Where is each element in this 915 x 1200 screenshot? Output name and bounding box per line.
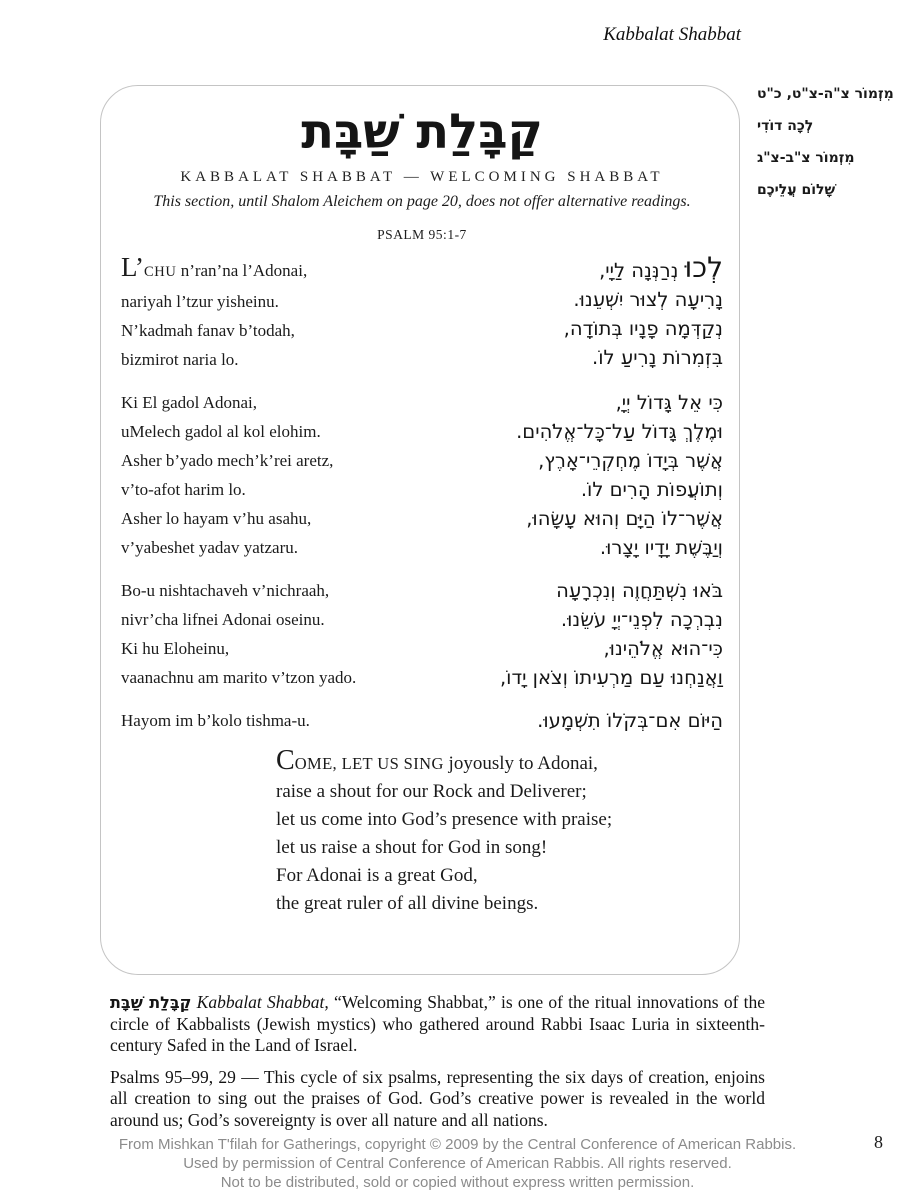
hebrew-line: כִּי־הוּא אֱלֹהֵינוּ, [603, 636, 723, 660]
hebrew-line [564, 250, 723, 285]
translit-line: Asher b’yado mech’k’rei aretz, [121, 450, 334, 470]
translation-initial: C [276, 744, 295, 776]
translit-initial: L’ [121, 251, 145, 282]
stanza-1-transliteration [121, 253, 307, 374]
sidebar-toc [757, 86, 907, 214]
sidebar-item-shalom-aleichem: שָׁלוֹם עֲלֵיכֶם [757, 182, 836, 198]
translation-line-text: joyously to Adonai, [443, 752, 598, 774]
translit-line: uMelech gadol al kol elohim. [121, 421, 321, 441]
running-header: Kabbalat Shabbat [603, 24, 741, 45]
commentary [110, 992, 765, 1141]
translit-line: vaanachnu am marito v’tzon yado. [121, 667, 357, 687]
stanza-2-hebrew [516, 388, 723, 562]
stanza-1 [121, 250, 723, 374]
hebrew-line: אֲשֶׁר בְּיָדוֹ מֶחְקְרֵי־אָרֶץ, [538, 448, 723, 472]
translation-line: For Adonai is a great God, [276, 864, 478, 886]
translit-line: Bo-u nishtachaveh v’nichraah, [121, 580, 330, 600]
translit-line: Ki hu Eloheinu, [121, 638, 230, 658]
translit-smallcaps: CHU [144, 263, 177, 280]
hebrew-line: נִבְרְכָה לִפְנֵי־יְיָ עֹשֵׂנוּ. [560, 607, 723, 631]
hebrew-opening-word: לְכוּ [684, 250, 723, 284]
hebrew-line: וְתוֹעֲפוֹת הָרִים לוֹ. [580, 477, 723, 501]
translit-line [121, 253, 307, 287]
hebrew-line: בֹּאוּ נִשְׁתַּחֲוֶה וְנִכְרָעָה [556, 578, 723, 602]
hebrew-line: אֲשֶׁר־לוֹ הַיָּם וְהוּא עָשָׂהוּ, [526, 506, 723, 530]
hayom-line [121, 706, 723, 735]
hebrew-title: קַבָּלַת שַׁבָּת [301, 104, 543, 160]
translit-line-text: n’ran’na l’Adonai, [176, 260, 308, 280]
hebrew-line: כִּי אֵל גָּדוֹל יְיָ, [615, 390, 723, 414]
copyright-line-3: Not to be distributed, sold or copied without express written permission. [220, 1174, 695, 1191]
translation-line: raise a shout for our Rock and Deliverer; [276, 780, 587, 802]
sidebar-item-mizmor-95-99: מִזְמוֹר צ"ה-צ"ט, כ"ט [757, 86, 894, 102]
translit-line: N’kadmah fanav b’todah, [121, 320, 295, 340]
translit-line: v’yabeshet yadav yatzaru. [121, 537, 298, 557]
translit-line: nariyah l’tzur yisheinu. [121, 291, 279, 311]
stanza-1-hebrew [563, 250, 723, 372]
sidebar-item-mizmor-92-93: מִזְמוֹר צ"ב-צ"ג [757, 150, 855, 166]
copyright-line-1: From Mishkan T'filah for Gatherings, copyright © 2009 by the Central Conference of American Rabbis. [118, 1136, 797, 1153]
translation-line [276, 744, 723, 778]
page-number: 8 [874, 1132, 883, 1152]
stanza-3-transliteration [121, 576, 356, 692]
translation-line: let us raise a shout for God in song! [276, 836, 548, 858]
hebrew-line: בִּזְמִרוֹת נָרִיעַ לוֹ. [592, 345, 723, 369]
commentary-italic-term: Kabbalat Shabbat, [196, 992, 329, 1012]
hebrew-line: נְקַדְּמָה פָנָיו בְּתוֹדָה, [563, 316, 723, 340]
commentary-paragraph-1 [110, 992, 765, 1057]
translit-line: bizmirot naria lo. [121, 349, 239, 369]
hebrew-line: וְיַבֶּשֶׁת יָדָיו יָצָרוּ. [599, 535, 723, 559]
stanza-3 [121, 576, 723, 692]
section-note: This section, until Shalom Aleichem on page 20, does not offer alternative readings. [153, 192, 691, 210]
translation-smallcaps: OME, LET US SING [294, 753, 444, 773]
psalm-heading: PSALM 95:1-7 [377, 226, 467, 242]
translit-line: Ki El gadol Adonai, [121, 392, 257, 412]
sidebar-item-lchah-dodi: לְכָה דוֹדִי [757, 118, 814, 134]
commentary-hebrew-term: קַבָּלַת שַׁבָּת [110, 993, 192, 1012]
translit-line: Asher lo hayam v’hu asahu, [121, 508, 312, 528]
section-title: KABBALAT SHABBAT — WELCOMING SHABBAT [180, 168, 664, 185]
hayom-hebrew: הַיּוֹם אִם־בְּקֹלוֹ תִשְׁמָעוּ. [537, 708, 723, 732]
stanza-3-hebrew [500, 576, 723, 692]
hebrew-line: נָרִיעָה לְצוּר יִשְׁעֵנוּ. [573, 287, 723, 311]
hebrew-line: וּמֶלֶךְ גָּדוֹל עַל־כָּל־אֱלֹהִים. [516, 419, 723, 443]
stanza-2-transliteration [121, 388, 333, 562]
hebrew-line: וַאֲנַחְנוּ עַם מַרְעִיתוֹ וְצֹאן יָדוֹ, [499, 665, 723, 689]
english-translation [276, 744, 723, 918]
commentary-paragraph-2: Psalms 95–99, 29 — This cycle of six psalms, representing the six days of creation, enjoins all creation to sing out the praises of God. God’s creative power is revealed in the world around us; God’s sovereignty is over all nature and all nations. [110, 1066, 765, 1130]
translit-line: nivr’cha lifnei Adonai oseinu. [121, 609, 325, 629]
copyright-footer [0, 1135, 915, 1192]
translation-line: the great ruler of all divine beings. [276, 892, 539, 914]
translation-line: let us come into God’s presence with praise; [276, 808, 613, 830]
hayom-transliteration: Hayom im b’kolo tishma-u. [121, 710, 310, 730]
translit-line: v’to-afot harim lo. [121, 479, 246, 499]
hebrew-line-text: נְרַנְּנָה לַיָי, [599, 258, 685, 282]
prayer-box [100, 85, 740, 975]
stanza-2 [121, 388, 723, 562]
commentary-text-1: “Welcoming Shabbat,” is one of the ritual innovations of the circle of Kabbalists (Jewish mystics) who gathered around Rabbi Isaac Luria in sixteenth-century Safed in the Land of Israel. [110, 992, 766, 1055]
copyright-line-2: Used by permission of Central Conference of American Rabbis. All rights reserved. [183, 1155, 732, 1172]
